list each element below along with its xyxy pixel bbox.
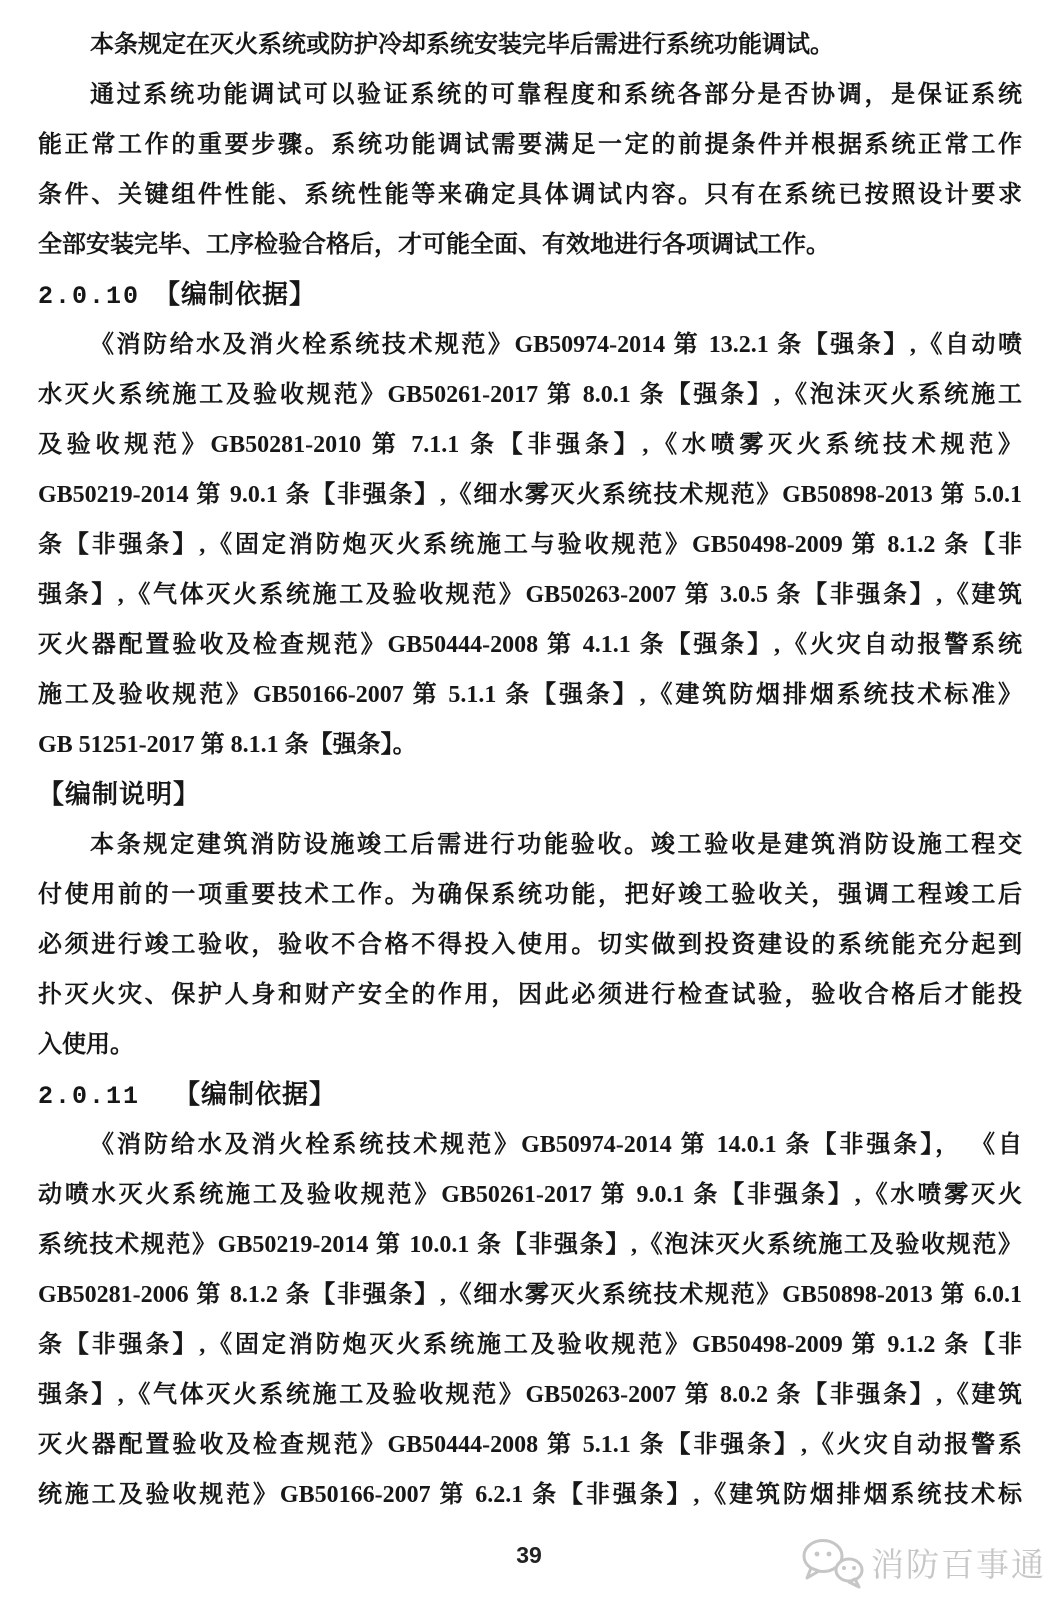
text-line: 及验收规范》GB50281-2010 第 7.1.1 条【非强条】,《水喷雾灭火系统技术规范》	[38, 432, 1022, 458]
text-line: 施工及验收规范》GB50166-2007 第 5.1.1 条【强条】,《建筑防烟排烟系统技术标准》	[38, 682, 1022, 708]
section-heading-2-0-10	[38, 270, 1022, 320]
text-line: 《消防给水及消火栓系统技术规范》GB50974-2014 第 13.2.1 条【强条】,《自动喷	[90, 332, 1022, 358]
sub-heading-compilation-notes	[38, 770, 1022, 820]
paragraph	[38, 320, 1022, 770]
text-line: 扑灭火灾、保护人身和财产安全的作用，因此必须进行检查试验，验收合格后才能投	[38, 982, 1022, 1008]
text-line: GB 51251-2017 第 8.1.1 条【强条】。	[38, 732, 417, 758]
text-line: 条【非强条】,《固定消防炮灭火系统施工与验收规范》GB50498-2009 第 8.1.2 条【非	[38, 532, 1022, 558]
section-title: 【编制说明】	[38, 780, 201, 809]
document-body	[38, 20, 1022, 1520]
text-line: 本条规定在灭火系统或防护冷却系统安装完毕后需进行系统功能调试。	[90, 32, 834, 58]
text-line: 《消防给水及消火栓系统技术规范》GB50974-2014 第 14.0.1 条【非强条】， 《自	[90, 1132, 1022, 1158]
text-line: 强条】,《气体灭火系统施工及验收规范》GB50263-2007 第 3.0.5 条【非强条】,《建筑	[38, 582, 1022, 608]
section-number: 2.0.10	[38, 282, 141, 311]
text-line: 本条规定建筑消防设施竣工后需进行功能验收。竣工验收是建筑消防设施工程交	[90, 832, 1022, 858]
text-line: 付使用前的一项重要技术工作。为确保系统功能，把好竣工验收关，强调工程竣工后	[38, 882, 1022, 908]
section-title: 【编制依据】	[174, 1080, 337, 1109]
section-heading-2-0-11	[38, 1070, 1022, 1120]
text-line: GB50219-2014 第 9.0.1 条【非强条】,《细水雾灭火系统技术规范》GB50898-2013 第 5.0.1	[38, 482, 1022, 508]
paragraph	[38, 820, 1022, 1070]
text-line: 必须进行竣工验收，验收不合格不得投入使用。切实做到投资建设的系统能充分起到	[38, 932, 1022, 958]
paragraph	[38, 70, 1022, 270]
text-line: 系统技术规范》GB50219-2014 第 10.0.1 条【非强条】,《泡沫灭火系统施工及验收规范》	[38, 1232, 1022, 1258]
text-line: 灭火器配置验收及检查规范》GB50444-2008 第 4.1.1 条【强条】,《火灾自动报警系统	[38, 632, 1022, 658]
paragraph	[38, 20, 1022, 70]
text-line: 入使用。	[38, 1032, 134, 1058]
section-title: 【编制依据】	[154, 280, 317, 309]
text-line: 条【非强条】,《固定消防炮灭火系统施工及验收规范》GB50498-2009 第 9.1.2 条【非	[38, 1332, 1022, 1358]
text-line: 能正常工作的重要步骤。系统功能调试需要满足一定的前提条件并根据系统正常工作	[38, 132, 1022, 158]
paragraph	[38, 1120, 1022, 1520]
text-line: 条件、关键组件性能、系统性能等来确定具体调试内容。只有在系统已按照设计要求	[38, 182, 1022, 208]
page-number: 39	[516, 1542, 542, 1568]
section-number: 2.0.11	[38, 1082, 141, 1111]
page-footer	[0, 1542, 1058, 1569]
text-line: 灭火器配置验收及检查规范》GB50444-2008 第 5.1.1 条【非强条】,《火灾自动报警系	[38, 1432, 1022, 1458]
watermark-text: 消防百事通	[871, 1545, 1046, 1583]
text-line: 水灭火系统施工及验收规范》GB50261-2017 第 8.0.1 条【强条】,《泡沫灭火系统施工	[38, 382, 1022, 408]
text-line: 动喷水灭火系统施工及验收规范》GB50261-2017 第 9.0.1 条【非强条】,《水喷雾灭火	[38, 1182, 1022, 1208]
text-line: 强条】,《气体灭火系统施工及验收规范》GB50263-2007 第 8.0.2 条【非强条】,《建筑	[38, 1382, 1022, 1408]
text-line: GB50281-2006 第 8.1.2 条【非强条】,《细水雾灭火系统技术规范》GB50898-2013 第 6.0.1	[38, 1282, 1022, 1308]
text-line: 统施工及验收规范》GB50166-2007 第 6.2.1 条【非强条】,《建筑防烟排烟系统技术标	[38, 1482, 1022, 1508]
text-line: 通过系统功能调试可以验证系统的可靠程度和系统各部分是否协调，是保证系统	[90, 82, 1022, 108]
text-line: 全部安装完毕、工序检验合格后，才可能全面、有效地进行各项调试工作。	[38, 232, 830, 258]
